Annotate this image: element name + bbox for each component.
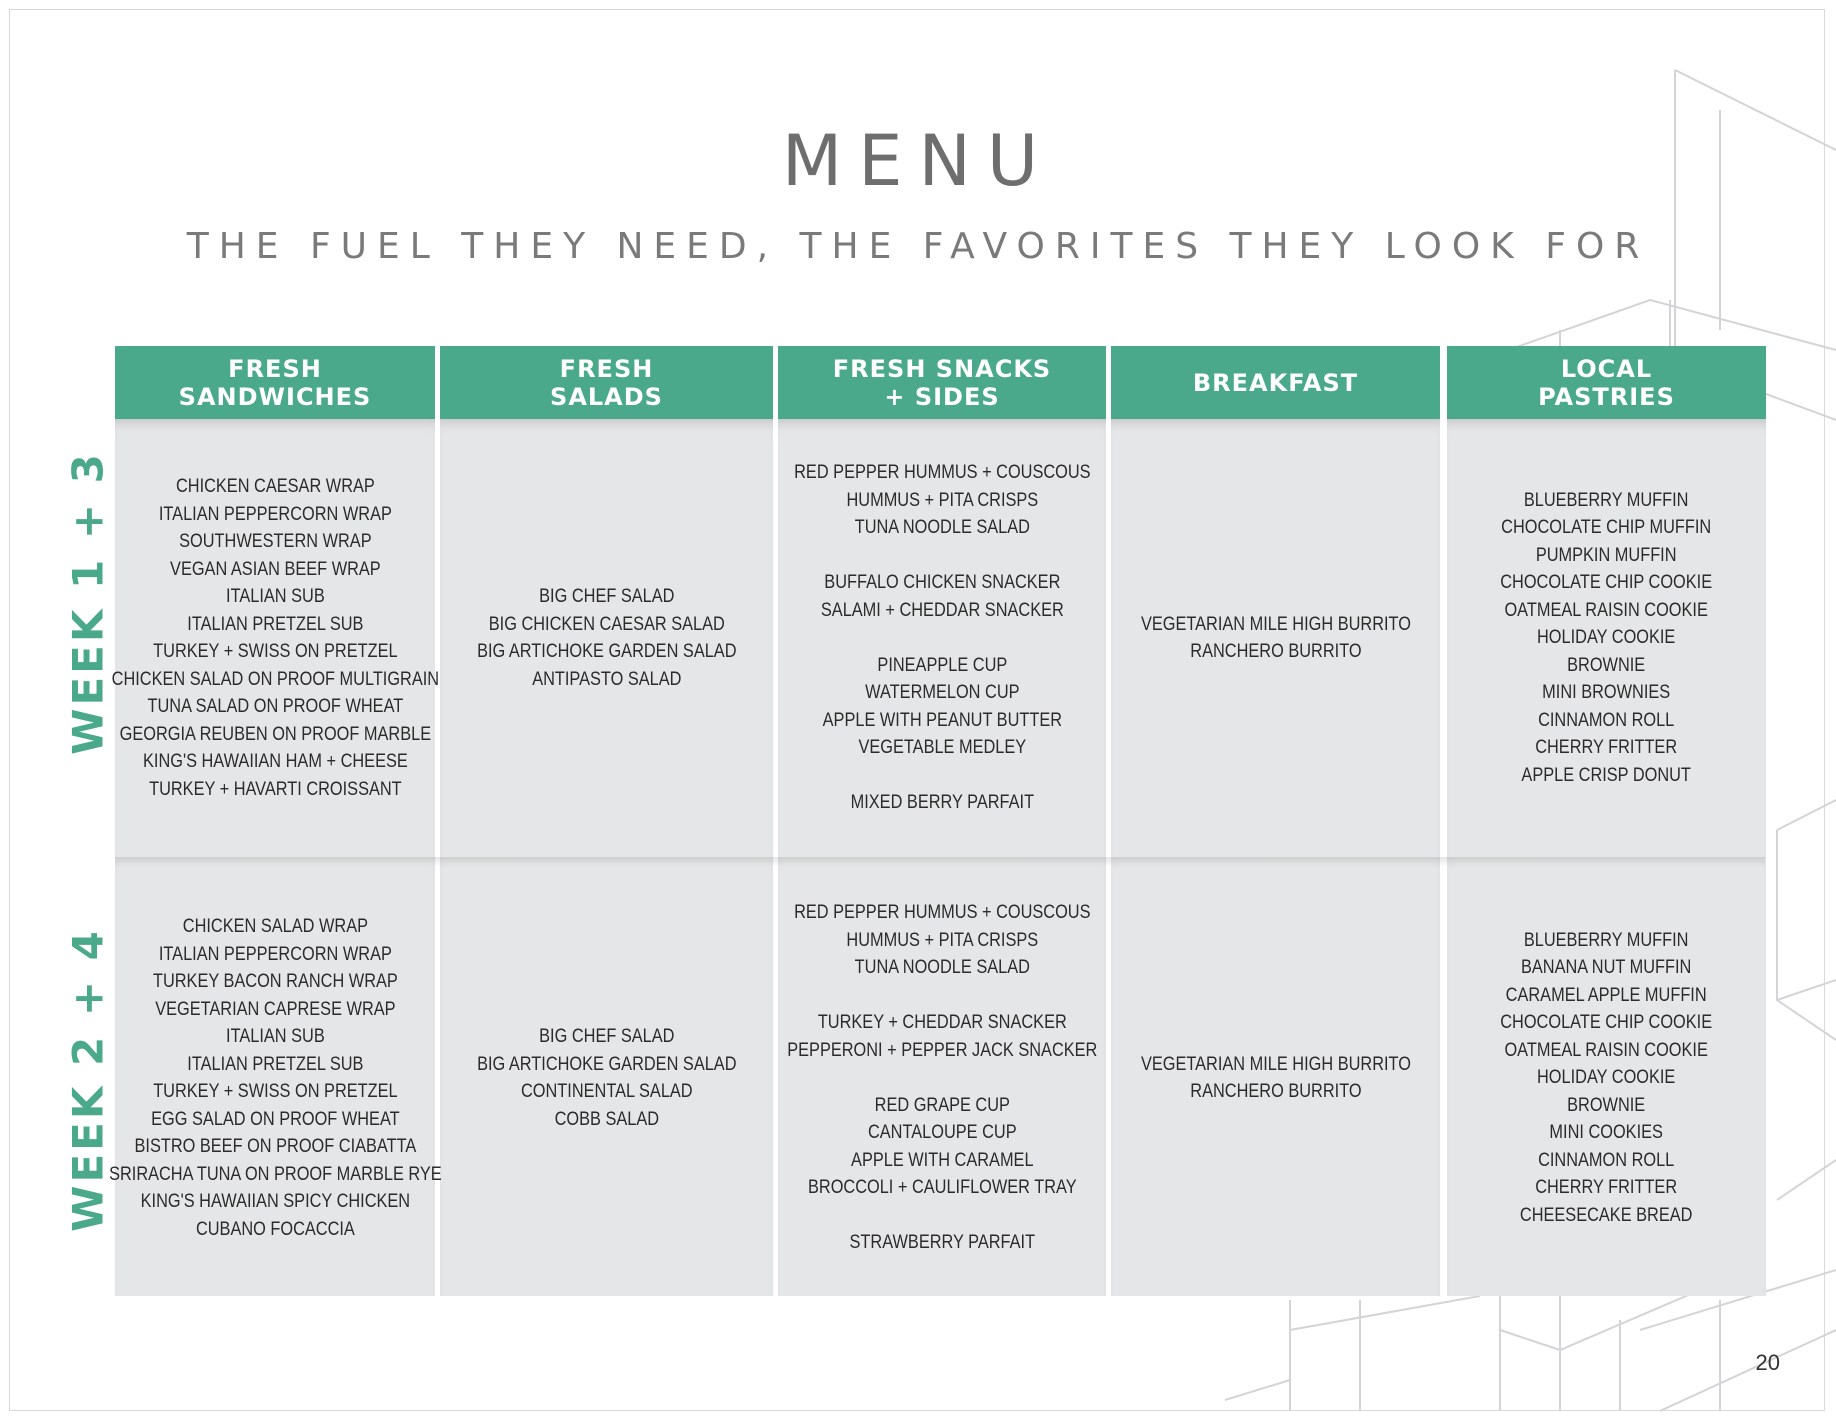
menu-item: RANCHERO BURRITO [1189,1081,1362,1102]
menu-item: ITALIAN PEPPERCORN WRAP [158,503,392,525]
menu-item: BROCCOLI + CAULIFLOWER TRAY [807,1177,1077,1199]
menu-item: VEGETARIAN MILE HIGH BURRITO [1140,613,1411,635]
menu-item: WATERMELON CUP [864,682,1020,704]
menu-item: ITALIAN PRETZEL SUB [186,1053,364,1075]
menu-item: HOLIDAY COOKIE [1537,1067,1676,1089]
menu-item: STRAWBERRY PARFAIT [849,1232,1035,1254]
menu-item: CHOCOLATE CHIP COOKIE [1500,1012,1713,1034]
menu-item: TURKEY + CHEDDAR SNACKER [817,1012,1067,1034]
menu-item: BIG CHEF SALAD [538,1026,675,1047]
column-header-snacks: FRESH SNACKS + SIDES [778,346,1106,419]
menu-item: BROWNIE [1567,1094,1646,1116]
menu-item: PEPPERONI + PEPPER JACK SNACKER [786,1039,1098,1061]
menu-item: VEGETARIAN MILE HIGH BURRITO [1140,1053,1411,1075]
menu-cell-w24-pastries [1447,859,1766,1297]
menu-item: BLUEBERRY MUFFIN [1524,929,1689,951]
menu-item: MINI COOKIES [1549,1122,1664,1144]
menu-item: GEORGIA REUBEN ON PROOF MARBLE [119,723,431,745]
menu-item: APPLE WITH PEANUT BUTTER [822,709,1062,731]
menu-item: APPLE WITH CARAMEL [850,1149,1034,1171]
menu-item: BANANA NUT MUFFIN [1521,957,1692,979]
menu-cell-w24-salads [440,859,773,1297]
menu-item: VEGETABLE MEDLEY [858,737,1026,759]
menu-item: CHOCOLATE CHIP COOKIE [1500,572,1713,594]
menu-item: RED PEPPER HUMMUS + COUSCOUS [793,902,1091,924]
menu-item: VEGAN ASIAN BEEF WRAP [169,558,381,580]
menu-item: KING'S HAWAIIAN SPICY CHICKEN [140,1191,410,1212]
menu-item: ITALIAN PEPPERCORN WRAP [158,943,392,965]
menu-item: CHICKEN SALAD ON PROOF MULTIGRAIN [111,668,439,690]
menu-item: RED PEPPER HUMMUS + COUSCOUS [793,462,1091,484]
menu-item: CHERRY FRITTER [1535,737,1678,759]
menu-item: SRIRACHA TUNA ON PROOF MARBLE RYE [108,1163,442,1185]
page-title: MENU [781,120,1055,202]
menu-item: ITALIAN SUB [225,1026,325,1047]
menu-item: CHICKEN CAESAR WRAP [175,476,375,497]
menu-item: OATMEAL RAISIN COOKIE [1504,1039,1709,1061]
list-spacer [794,542,1090,570]
column-header-pastries: LOCAL PASTRIES [1447,346,1766,419]
menu-item: KING'S HAWAIIAN HAM + CHEESE [142,751,408,772]
menu-item: TUNA NOODLE SALAD [854,957,1030,979]
menu-cell-w13-breakfast [1111,419,1440,857]
menu-cell-w13-sandwiches [111,419,439,857]
menu-item: PINEAPPLE CUP [877,654,1007,676]
column-header-salads: FRESH SALADS [440,346,773,419]
menu-item: HOLIDAY COOKIE [1537,627,1676,649]
menu-item: BIG ARTICHOKE GARDEN SALAD [476,641,737,662]
menu-item: HUMMUS + PITA CRISPS [846,929,1038,951]
row-label-week-1-3: WEEK 1 + 3 [63,451,113,755]
menu-item: VEGETARIAN CAPRESE WRAP [154,998,396,1020]
menu-item: ITALIAN PRETZEL SUB [186,613,364,635]
menu-item: MIXED BERRY PARFAIT [850,792,1034,814]
menu-item: TUNA NOODLE SALAD [854,517,1030,539]
list-spacer [794,762,1090,790]
menu-item: TURKEY BACON RANCH WRAP [152,971,398,992]
menu-item: CHEESECAKE BREAD [1520,1204,1693,1226]
menu-item: EGG SALAD ON PROOF WHEAT [150,1108,400,1130]
menu-item: SALAMI + CHEDDAR SNACKER [820,599,1064,621]
menu-item: CARAMEL APPLE MUFFIN [1506,984,1707,1006]
menu-item: CHICKEN SALAD WRAP [182,916,368,937]
list-spacer [794,624,1090,652]
menu-item: BUFFALO CHICKEN SNACKER [823,572,1061,594]
column-header-breakfast: BREAKFAST [1111,346,1440,419]
menu-item: TURKEY + SWISS ON PRETZEL [152,641,398,662]
menu-item: CINNAMON ROLL [1538,1149,1675,1171]
list-spacer [787,1202,1097,1230]
menu-item: BLUEBERRY MUFFIN [1524,489,1689,511]
menu-cell-w13-pastries [1447,419,1766,857]
menu-item: APPLE CRISP DONUT [1521,764,1692,786]
menu-cell-w24-snacks [778,859,1106,1297]
row-label-week-2-4: WEEK 2 + 4 [63,928,113,1232]
menu-item: CHOCOLATE CHIP MUFFIN [1501,517,1712,539]
menu-item: CHERRY FRITTER [1535,1177,1678,1199]
menu-cell-w24-breakfast [1111,859,1440,1297]
menu-item: BIG CHICKEN CAESAR SALAD [488,613,725,635]
menu-item: CONTINENTAL SALAD [520,1081,693,1102]
menu-item: ANTIPASTO SALAD [531,668,682,690]
menu-item: BISTRO BEEF ON PROOF CIABATTA [134,1136,416,1157]
list-spacer [787,1064,1097,1092]
menu-cell-w13-snacks [778,419,1106,857]
menu-item: CUBANO FOCACCIA [195,1218,355,1240]
menu-item: TURKEY + HAVARTI CROISSANT [148,778,402,800]
menu-cell-w13-salads [440,419,773,857]
menu-item: BROWNIE [1567,654,1646,676]
menu-item: MINI BROWNIES [1542,682,1671,704]
menu-item: ITALIAN SUB [225,586,325,607]
list-spacer [787,982,1097,1010]
menu-item: SOUTHWESTERN WRAP [178,531,372,552]
menu-cell-w24-sandwiches [108,859,442,1297]
column-header-sandwiches: FRESH SANDWICHES [115,346,435,419]
menu-item: OATMEAL RAISIN COOKIE [1504,599,1709,621]
menu-item: RED GRAPE CUP [874,1094,1010,1116]
menu-item: HUMMUS + PITA CRISPS [846,489,1038,511]
page-number: 20 [1755,1350,1780,1375]
menu-item: RANCHERO BURRITO [1189,641,1362,662]
menu-item: TUNA SALAD ON PROOF WHEAT [147,696,403,717]
menu-item: BIG ARTICHOKE GARDEN SALAD [476,1053,737,1075]
menu-item: CINNAMON ROLL [1538,709,1675,731]
menu-item: TURKEY + SWISS ON PRETZEL [152,1081,398,1102]
page-subtitle: THE FUEL THEY NEED, THE FAVORITES THEY LOOK FOR [186,226,1650,267]
menu-item: COBB SALAD [554,1108,659,1130]
menu-item: BIG CHEF SALAD [538,586,675,607]
menu-item: CANTALOUPE CUP [867,1122,1017,1144]
menu-item: PUMPKIN MUFFIN [1536,544,1677,566]
